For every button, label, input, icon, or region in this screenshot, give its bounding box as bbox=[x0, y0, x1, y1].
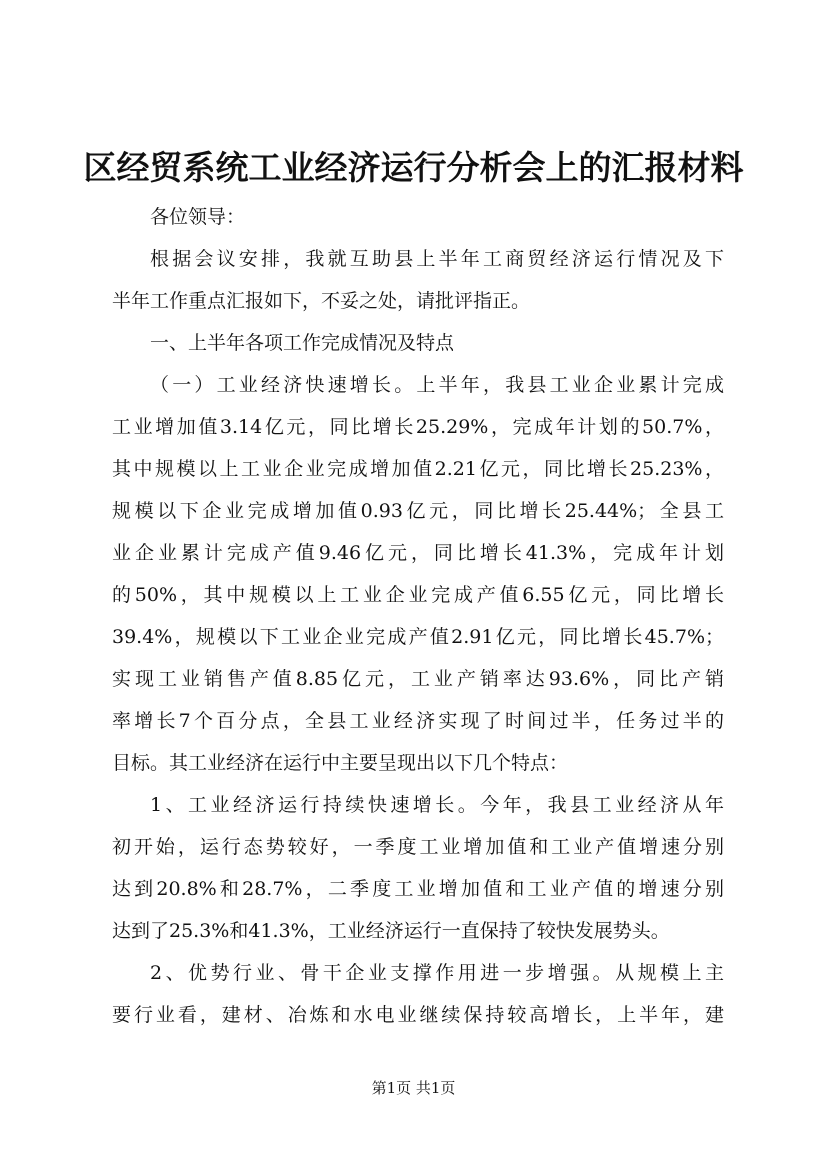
body-line: 根据会议安排，我就互助县上半年工商贸经济运行情况及下 bbox=[150, 248, 724, 270]
page-footer: 第1页 共1页 bbox=[371, 1079, 456, 1097]
body-line: 1、工业经济运行持续快速增长。今年，我县工业经济从年 bbox=[150, 794, 724, 816]
body-line: 要行业看，建材、冶炼和水电业继续保持较高增长，上半年，建 bbox=[112, 1004, 724, 1026]
body-line: 各位领导： bbox=[150, 206, 246, 228]
body-line: 一、上半年各项工作完成情况及特点 bbox=[150, 332, 455, 354]
body-line: （一）工业经济快速增长。上半年，我县工业企业累计完成 bbox=[150, 374, 724, 396]
body-line: 实现工业销售产值8.85亿元，工业产销率达93.6%，同比产销 bbox=[112, 668, 724, 690]
body-line: 工业增加值3.14亿元，同比增长25.29%，完成年计划的50.7%， bbox=[112, 416, 724, 438]
body-line: 达到20.8%和28.7%，二季度工业增加值和工业产值的增速分别 bbox=[112, 878, 724, 900]
body-line: 其中规模以上工业企业完成增加值2.21亿元，同比增长25.23%， bbox=[112, 458, 724, 480]
body-line: 初开始，运行态势较好，一季度工业增加值和工业产值增速分别 bbox=[112, 836, 724, 858]
body-line: 39.4%，规模以下工业企业完成产值2.91亿元，同比增长45.7%； bbox=[112, 626, 724, 648]
body-line: 规模以下企业完成增加值0.93亿元，同比增长25.44%；全县工 bbox=[112, 500, 724, 522]
body-line: 业企业累计完成产值9.46亿元，同比增长41.3%，完成年计划 bbox=[112, 542, 724, 564]
body-line: 2、优势行业、骨干企业支撑作用进一步增强。从规模上主 bbox=[150, 962, 724, 984]
body-line: 率增长7个百分点，全县工业经济实现了时间过半，任务过半的 bbox=[112, 710, 724, 732]
document-body bbox=[112, 196, 724, 1036]
body-line: 半年工作重点汇报如下，不妥之处，请批评指正。 bbox=[112, 290, 531, 312]
document-title: 区经贸系统工业经济运行分析会上的汇报材料 bbox=[83, 148, 744, 187]
body-line: 的50%，其中规模以上工业企业完成产值6.55亿元，同比增长 bbox=[112, 584, 724, 606]
body-line: 达到了25.3%和41.3%，工业经济运行一直保持了较快发展势头。 bbox=[112, 920, 670, 942]
body-line: 目标。其工业经济在运行中主要呈现出以下几个特点： bbox=[112, 752, 569, 774]
